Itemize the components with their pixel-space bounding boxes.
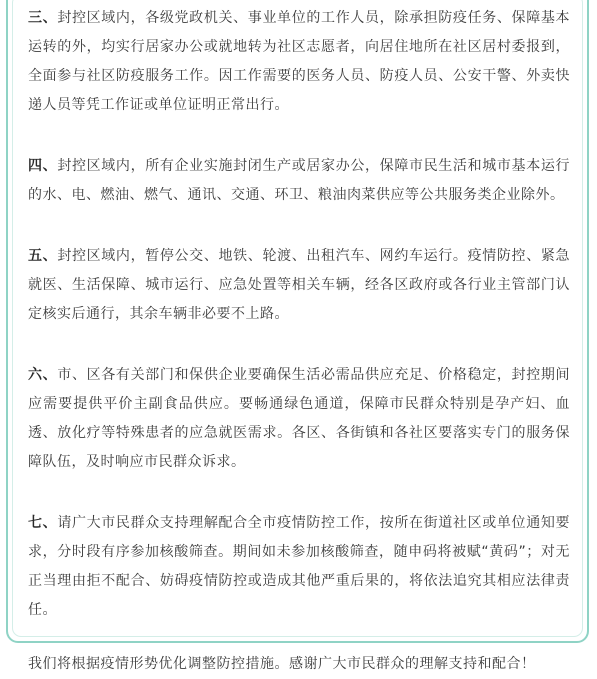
paragraph-3-number: 三、 [28, 10, 58, 26]
paragraph-5 [28, 242, 570, 329]
paragraph-4 [28, 152, 570, 210]
paragraph-4-text: 封控区域内，所有企业实施封闭生产或居家办公，保障市民生活和城市基本运行的水、电、燃油、燃气、通讯、交通、环卫、粮油肉菜供应等公共服务类企业除外。 [28, 158, 571, 203]
paragraph-7 [28, 509, 570, 625]
notice-content [28, 4, 570, 679]
paragraph-6-number: 六、 [28, 367, 58, 383]
paragraph-5-text: 封控区域内，暂停公交、地铁、轮渡、出租汽车、网约车运行。疫情防控、紧急就医、生活保障、城市运行、应急处置等相关车辆，经各区政府或各行业主管部门认定核实后通行，其余车辆非必要不上路。 [28, 248, 571, 322]
closing-statement: 我们将根据疫情形势优化调整防控措施。感谢广大市民群众的理解支持和配合！ [28, 656, 536, 672]
paragraph-7-text: 请广大市民群众支持理解配合全市疫情防控工作，按所在街道社区或单位通知要求，分时段有序参加核酸筛查。期间如未参加核酸筛查，随申码将被赋“黄码”；对无正当理由拒不配合、妨碍疫情防控或造成其他严重后果的，将依法追究其相应法律责任。 [28, 515, 571, 618]
paragraph-3-text: 封控区域内，各级党政机关、事业单位的工作人员，除承担防疫任务、保障基本运转的外，均实行居家办公或就地转为社区志愿者，向居住地所在社区居村委报到，全面参与社区防疫服务工作。因工作需要的医务人员、防疫人员、公安干警、外卖快递人员等凭工作证或单位证明正常出行。 [28, 10, 571, 113]
paragraph-6 [28, 361, 570, 477]
paragraph-5-number: 五、 [28, 248, 58, 264]
paragraph-7-number: 七、 [28, 515, 58, 531]
paragraph-3 [28, 4, 570, 120]
paragraph-6-text: 市、区各有关部门和保供企业要确保生活必需品供应充足、价格稳定，封控期间应需要提供平价主副食品供应。要畅通绿色通道，保障市民群众特别是孕产妇、血透、放化疗等特殊患者的应急就医需求。各区、各街镇和各社区要落实专门的服务保障队伍，及时响应市民群众诉求。 [28, 367, 571, 470]
paragraph-4-number: 四、 [28, 158, 58, 174]
